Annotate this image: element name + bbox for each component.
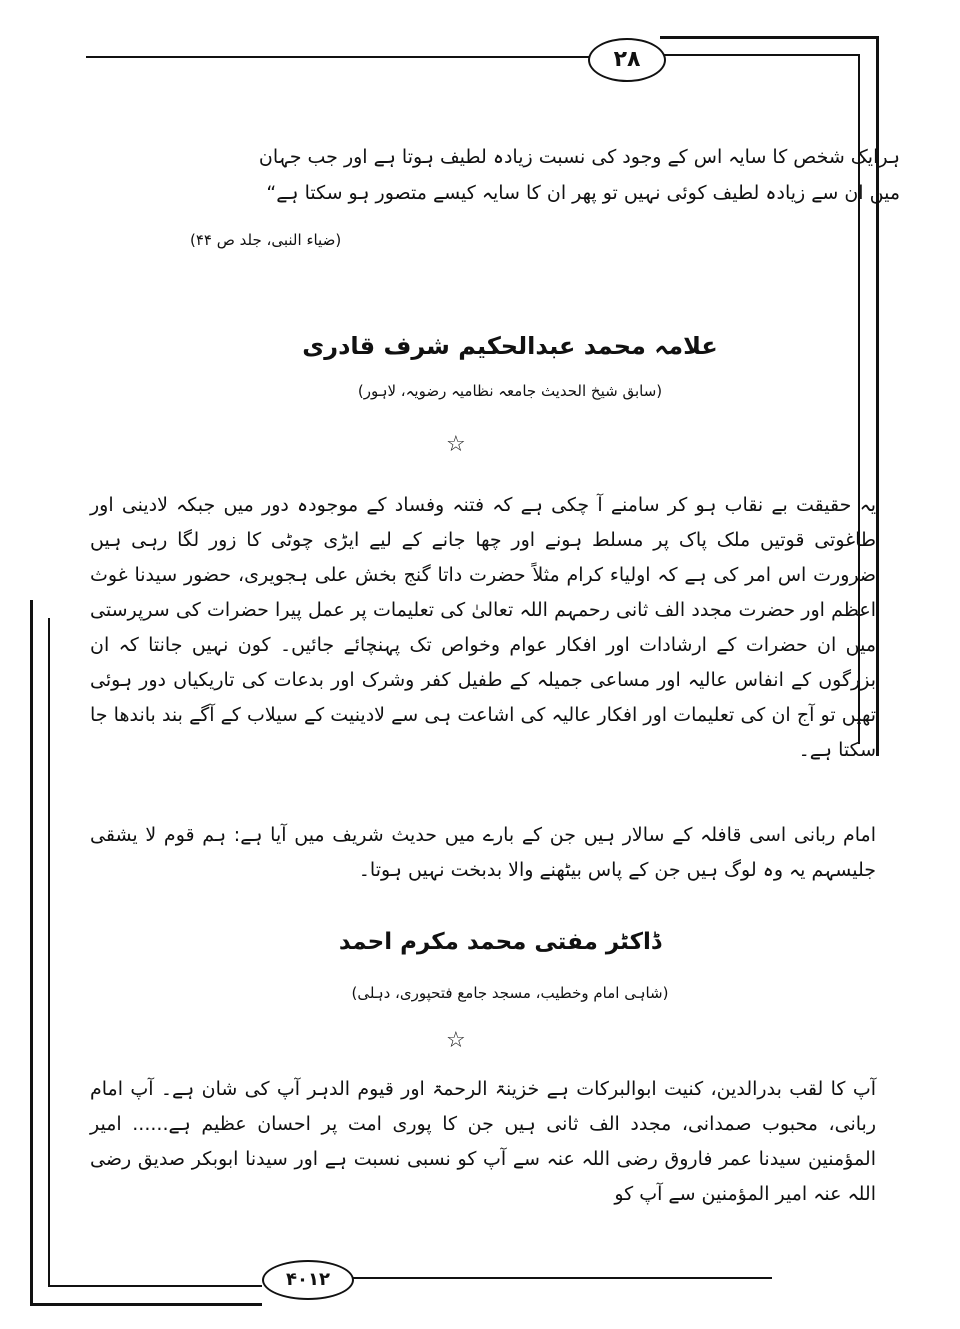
frame-top-line-left: [86, 56, 590, 58]
section2-designation: (شاہی امام وخطیب، مسجد جامع فتحپوری، دہلی): [351, 984, 669, 1002]
frame-bottom-line-right: [352, 1277, 772, 1279]
quote-reference: (ضیاء النبی، جلد ص ۴۴): [190, 231, 342, 249]
frame-top-line-inner: [660, 54, 860, 56]
frame-left-line-inner: [48, 618, 50, 1286]
quote-line-1: ہرایک شخص کا سایہ اس کے وجود کی نسبت زیادہ لطیف ہوتا ہے اور جب جہان: [258, 146, 900, 168]
section1-designation: (سابق شیخ الحدیث جامعہ نظامیہ رضویہ، لاہور): [357, 382, 663, 400]
star-divider-icon: ☆: [446, 432, 466, 457]
section2-author: ڈاکٹر مفتی محمد مکرم احمد: [338, 929, 662, 955]
frame-top-line-outer: [660, 36, 876, 39]
frame-bottom-line-outer: [30, 1303, 262, 1306]
section2-paragraph: آپ کا لقب بدرالدین، کنیت ابوالبرکات ہے خزینۃ الرحمۃ اور قیوم الدہر آپ کی شان ہے۔ آپ امام ربانی، محبوب صمدانی، مجدد الف ثانی ہیں جن کا پوری امت پر احسان عظیم ہے...... امیر المؤمنین سیدنا عمر فاروق رضی اللہ عنہ سے آپ کو نسبی نسبت ہے اور سیدنا ابوبکر صدیق رضی اللہ عنہ امیر المؤمنین سے آپ کو: [90, 1078, 876, 1205]
section1-author: علامہ محمد عبدالحکیم شرف قادری: [302, 332, 718, 360]
quote-line-2: میں ان سے زیادہ لطیف کوئی نہیں تو پھر ان کا سایہ کیسے متصور ہو سکتا ہے“: [266, 182, 900, 204]
frame-bottom-line-inner: [48, 1285, 262, 1287]
top-page-number: ۲۸: [588, 38, 666, 82]
section1-paragraph-2: امام ربانی اسی قافلہ کے سالار ہیں جن کے بارے میں حدیث شریف میں آیا ہے: ہم قوم لا یشقی جلیسہم یہ وہ لوگ ہیں جن کے پاس بیٹھنے والا بدبخت نہیں ہوتا۔: [90, 824, 876, 881]
frame-left-line-outer: [30, 600, 33, 1305]
bottom-page-number: ۴۰۱۲: [262, 1260, 354, 1300]
section1-paragraph: یہ حقیقت بے نقاب ہو کر سامنے آ چکی ہے کہ فتنہ وفساد کے موجودہ دور میں جبکہ لادینی اور طاغوتی قوتیں ملک پاک پر مسلط ہونے اور چھا جانے کے لیے ایڑی چوٹی کا زور لگا رہی ہیں ضرورت اس امر کی ہے کہ اولیاء کرام مثلاً حضرت داتا گنج بخش علی ہجویری، حضور سیدنا غوث اعظم اور حضرت مجدد الف ثانی رحمہم اللہ تعالیٰ کی تعلیمات پر عمل پیرا حضرات کی سرپرستی میں ان حضرات کے ارشادات اور افکار عوام وخواص تک پہنچائے جائیں۔ کون نہیں جانتا کہ ان بزرگوں کے انفاس عالیہ اور مساعی جمیلہ کے طفیل کفر وشرک اور بدعات کی تاریکیاں دور ہوئی تھیں تو آج ان کی تعلیمات اور افکار عالیہ کی اشاعت ہی سے لادینیت کے سیلاب کے آگے بند باندھا جا سکتا ہے۔: [90, 494, 876, 761]
star-divider-icon-2: ☆: [446, 1028, 466, 1053]
